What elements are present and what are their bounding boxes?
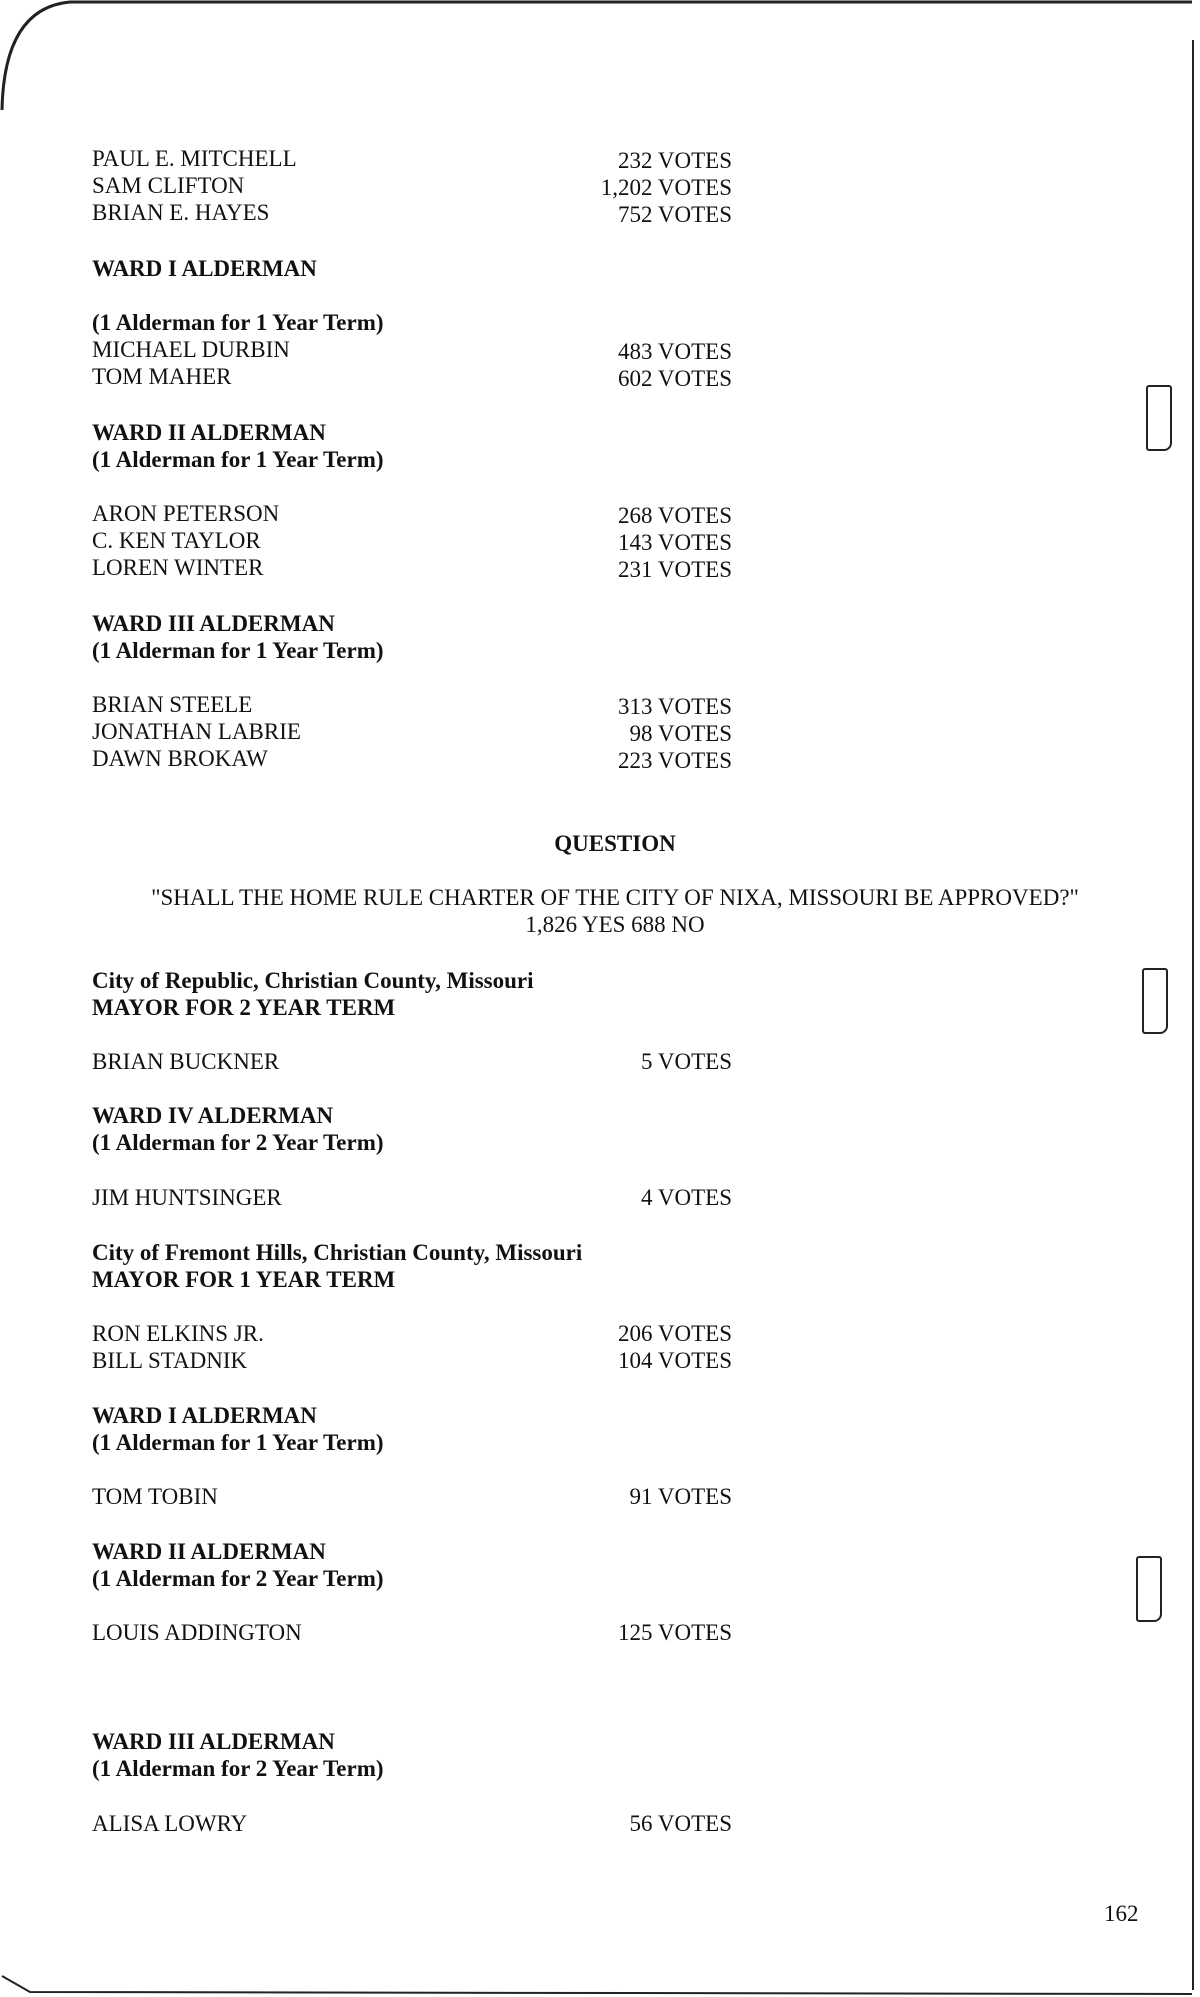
candidate-name: JIM HUNTSINGER — [92, 1185, 282, 1210]
candidate-name: TOM MAHER — [92, 364, 232, 389]
vote-count: 206 VOTES — [618, 1321, 732, 1346]
vote-count: 125 VOTES — [618, 1620, 732, 1645]
question-result: 1,826 YES 688 NO — [525, 912, 705, 937]
candidate-name: LOUIS ADDINGTON — [92, 1620, 302, 1645]
candidate-name: PAUL E. MITCHELL — [92, 146, 297, 171]
candidate-name: RON ELKINS JR. — [92, 1321, 264, 1346]
city-heading: City of Fremont Hills, Christian County, Missouri — [92, 1240, 583, 1265]
binder-tab-mark — [1146, 385, 1172, 451]
vote-count: 232 VOTES — [618, 148, 732, 173]
section-heading: WARD I ALDERMAN — [92, 256, 317, 281]
candidate-name: BRIAN STEELE — [92, 692, 253, 717]
vote-count: 5 VOTES — [641, 1049, 732, 1074]
vote-count: 231 VOTES — [618, 557, 732, 582]
candidate-name: BILL STADNIK — [92, 1348, 248, 1373]
question-text: "SHALL THE HOME RULE CHARTER OF THE CITY OF NIXA, MISSOURI BE APPROVED?" — [151, 885, 1079, 910]
term-label: (1 Alderman for 1 Year Term) — [92, 638, 384, 663]
candidate-name: LOREN WINTER — [92, 555, 264, 580]
page-number: 162 — [1104, 1901, 1139, 1926]
section-heading: WARD I ALDERMAN — [92, 1403, 317, 1428]
vote-count: 313 VOTES — [618, 694, 732, 719]
vote-count: 104 VOTES — [618, 1348, 732, 1373]
city-heading: City of Republic, Christian County, Missouri — [92, 968, 534, 993]
candidate-name: MICHAEL DURBIN — [92, 337, 290, 362]
term-label: (1 Alderman for 2 Year Term) — [92, 1130, 384, 1155]
term-label: (1 Alderman for 1 Year Term) — [92, 310, 384, 335]
term-label: (1 Alderman for 2 Year Term) — [92, 1756, 384, 1781]
candidate-name: SAM CLIFTON — [92, 173, 245, 198]
section-heading: WARD IV ALDERMAN — [92, 1103, 334, 1128]
vote-count: 91 VOTES — [629, 1484, 732, 1509]
vote-count: 752 VOTES — [618, 202, 732, 227]
term-label: (1 Alderman for 1 Year Term) — [92, 1430, 384, 1455]
candidate-name: ARON PETERSON — [92, 501, 280, 526]
candidate-name: JONATHAN LABRIE — [92, 719, 301, 744]
section-heading: WARD II ALDERMAN — [92, 420, 326, 445]
mayor-heading: MAYOR FOR 1 YEAR TERM — [92, 1267, 396, 1292]
vote-count: 143 VOTES — [618, 530, 732, 555]
vote-count: 56 VOTES — [629, 1811, 732, 1836]
candidate-name: BRIAN E. HAYES — [92, 200, 270, 225]
term-label: (1 Alderman for 1 Year Term) — [92, 447, 384, 472]
vote-count: 223 VOTES — [618, 748, 732, 773]
question-heading: QUESTION — [554, 831, 676, 856]
vote-count: 4 VOTES — [641, 1185, 732, 1210]
vote-count: 268 VOTES — [618, 503, 732, 528]
section-heading: WARD III ALDERMAN — [92, 1729, 335, 1754]
term-label: (1 Alderman for 2 Year Term) — [92, 1566, 384, 1591]
candidate-name: C. KEN TAYLOR — [92, 528, 261, 553]
binder-tab-mark — [1142, 968, 1168, 1034]
candidate-name: DAWN BROKAW — [92, 746, 268, 771]
candidate-name: TOM TOBIN — [92, 1484, 218, 1509]
section-heading: WARD III ALDERMAN — [92, 611, 335, 636]
candidate-name: BRIAN BUCKNER — [92, 1049, 280, 1074]
vote-count: 98 VOTES — [629, 721, 732, 746]
candidate-name: ALISA LOWRY — [92, 1811, 248, 1836]
vote-count: 602 VOTES — [618, 366, 732, 391]
vote-count: 1,202 VOTES — [600, 175, 732, 200]
section-heading: WARD II ALDERMAN — [92, 1539, 326, 1564]
vote-count: 483 VOTES — [618, 339, 732, 364]
binder-tab-mark — [1136, 1556, 1162, 1622]
mayor-heading: MAYOR FOR 2 YEAR TERM — [92, 995, 396, 1020]
